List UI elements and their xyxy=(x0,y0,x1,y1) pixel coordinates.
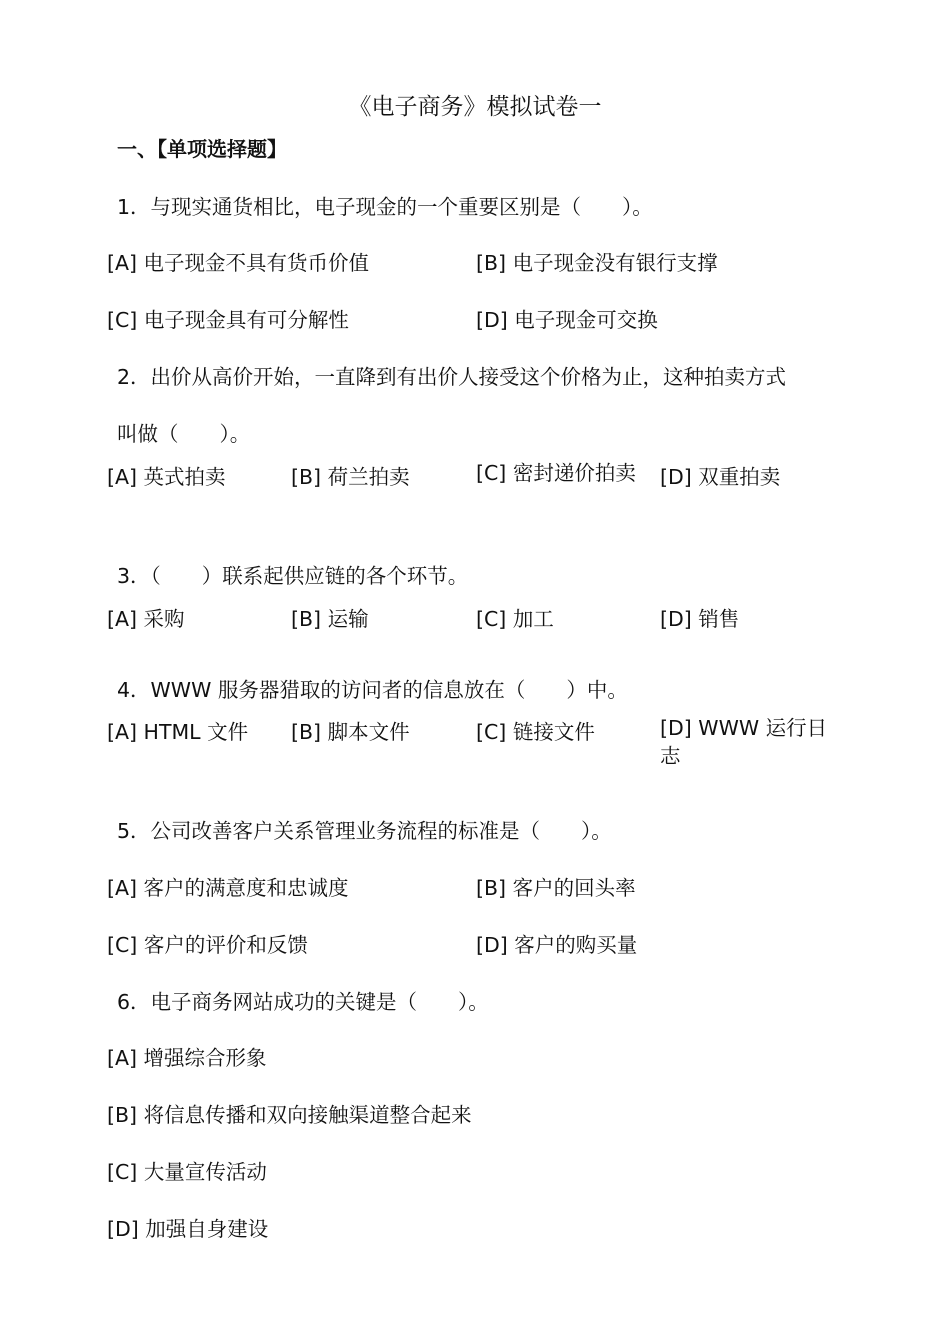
question-6-text: 6．电子商务网站成功的关键是（ ）。 xyxy=(117,990,489,1014)
question-4-option-a: [A] HTML 文件 xyxy=(107,720,249,744)
question-5-text: 5．公司改善客户关系管理业务流程的标准是（ ）。 xyxy=(117,819,612,843)
question-6-option-a: [A] 增强综合形象 xyxy=(107,1046,267,1070)
question-3-text: 3．（ ）联系起供应链的各个环节。 xyxy=(117,564,469,588)
question-2-option-d: [D] 双重拍卖 xyxy=(660,465,781,489)
question-5-option-d: [D] 客户的购买量 xyxy=(476,933,638,957)
question-5-option-b: [B] 客户的回头率 xyxy=(476,876,636,900)
question-6-option-c: [C] 大量宣传活动 xyxy=(107,1160,267,1184)
question-2-option-c: [C] 密封递价拍卖 xyxy=(476,461,636,485)
question-4-option-c: [C] 链接文件 xyxy=(476,720,595,744)
question-2-text: 2．出价从高价开始，一直降到有出价人接受这个价格为止，这种拍卖方式 xyxy=(117,365,787,389)
question-5-option-c: [C] 客户的评价和反馈 xyxy=(107,933,308,957)
question-2-text-continued: 叫做（ ）。 xyxy=(117,422,251,446)
question-4-option-d: [D] WWW 运行日志 xyxy=(660,716,828,768)
question-2-option-a: [A] 英式拍卖 xyxy=(107,465,226,489)
question-3-option-d: [D] 销售 xyxy=(660,607,740,631)
question-5-option-a: [A] 客户的满意度和忠诚度 xyxy=(107,876,349,900)
question-6-option-d: [D] 加强自身建设 xyxy=(107,1217,269,1241)
question-4-option-b: [B] 脚本文件 xyxy=(291,720,410,744)
question-3-option-b: [B] 运输 xyxy=(291,607,369,631)
question-3-option-c: [C] 加工 xyxy=(476,607,554,631)
question-4-text: 4．WWW 服务器猎取的访问者的信息放在（ ）中。 xyxy=(117,678,628,702)
question-1-option-b: [B] 电子现金没有银行支撑 xyxy=(476,251,718,275)
question-1-option-d: [D] 电子现金可交换 xyxy=(476,308,658,332)
section-heading: 一、【单项选择题】 xyxy=(117,137,287,161)
question-1-option-c: [C] 电子现金具有可分解性 xyxy=(107,308,349,332)
question-1-text: 1．与现实通货相比，电子现金的一个重要区别是（ ）。 xyxy=(117,195,653,219)
question-2-option-b: [B] 荷兰拍卖 xyxy=(291,465,410,489)
question-1-option-a: [A] 电子现金不具有货币价值 xyxy=(107,251,370,275)
question-3-option-a: [A] 采购 xyxy=(107,607,185,631)
question-6-option-b: [B] 将信息传播和双向接触渠道整合起来 xyxy=(107,1103,472,1127)
document-title: 《电子商务》模拟试卷一 xyxy=(348,94,602,120)
